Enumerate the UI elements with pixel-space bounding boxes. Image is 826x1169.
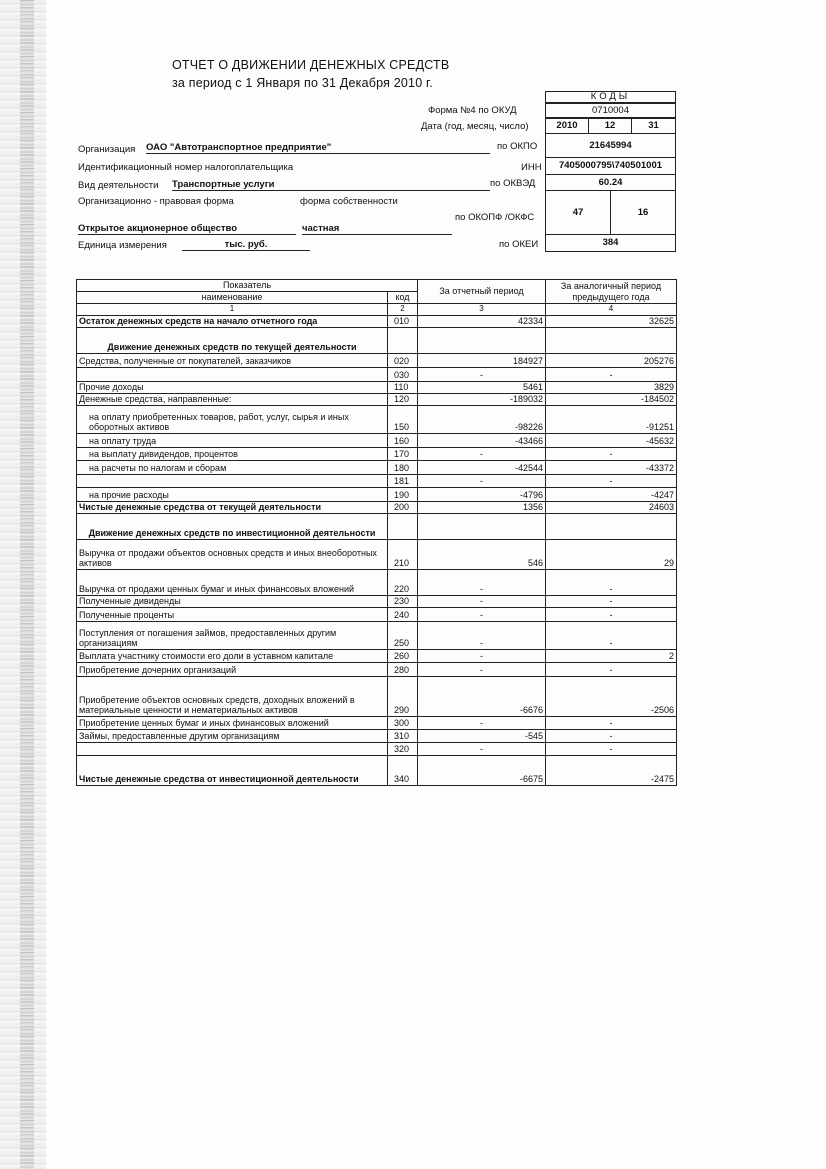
row-name bbox=[77, 742, 388, 755]
table-row bbox=[77, 755, 677, 785]
form-code: 0710004 bbox=[545, 103, 676, 118]
table-row bbox=[77, 621, 677, 649]
row-current: - bbox=[418, 742, 546, 755]
okpo-label: по ОКПО bbox=[497, 141, 538, 152]
row-current: - bbox=[418, 569, 546, 595]
okved-value: 60.24 bbox=[545, 174, 676, 191]
table-row bbox=[77, 353, 677, 367]
row-name: Выручка от продажи объектов основных средств и иных внеоборотных активов bbox=[77, 539, 388, 569]
col-number: 2 bbox=[388, 304, 418, 316]
activity-label: Вид деятельности bbox=[78, 180, 159, 191]
codes-header: КОДЫ bbox=[545, 91, 676, 103]
row-code: 210 bbox=[388, 539, 418, 569]
row-code: 181 bbox=[388, 474, 418, 487]
row-name: на оплату приобретенных товаров, работ, услуг, сырья и иных оборотных активов bbox=[77, 405, 388, 433]
col-number: 4 bbox=[546, 304, 677, 316]
row-previous: - bbox=[546, 662, 677, 676]
row-current: 184927 bbox=[418, 353, 546, 367]
cash-flow-table bbox=[76, 279, 677, 786]
row-previous: -184502 bbox=[546, 393, 677, 405]
row-previous: -91251 bbox=[546, 405, 677, 433]
row-code: 300 bbox=[388, 716, 418, 729]
row-code: 160 bbox=[388, 433, 418, 447]
table-row bbox=[77, 474, 677, 487]
col-indicator-header: Показатель bbox=[77, 280, 418, 292]
row-code: 010 bbox=[388, 315, 418, 327]
row-name: Выплата участнику стоимости его доли в уставном капитале bbox=[77, 649, 388, 662]
row-name: Полученные дивиденды bbox=[77, 595, 388, 607]
date-month: 12 bbox=[588, 118, 632, 134]
row-name bbox=[77, 367, 388, 381]
row-name: Прочие доходы bbox=[77, 381, 388, 393]
row-current: 546 bbox=[418, 539, 546, 569]
row-code: 110 bbox=[388, 381, 418, 393]
row-previous: -2475 bbox=[546, 755, 677, 785]
row-name: на оплату труда bbox=[77, 433, 388, 447]
row-previous: - bbox=[546, 607, 677, 621]
activity-value: Транспортные услуги bbox=[172, 179, 490, 191]
row-previous: - bbox=[546, 474, 677, 487]
row-name: Поступления от погашения займов, предоставленных другим организациям bbox=[77, 621, 388, 649]
row-current: - bbox=[418, 447, 546, 460]
row-name: на прочие расходы bbox=[77, 487, 388, 501]
row-previous: -43372 bbox=[546, 460, 677, 474]
table-row bbox=[77, 662, 677, 676]
col-previous-header: За аналогичный период предыдущего года bbox=[546, 280, 677, 304]
row-previous: -45632 bbox=[546, 433, 677, 447]
org-value: ОАО "Автотранспортное предприятие" bbox=[146, 142, 490, 154]
row-current: - bbox=[418, 716, 546, 729]
row-code: 170 bbox=[388, 447, 418, 460]
table-row bbox=[77, 676, 677, 716]
row-previous: 24603 bbox=[546, 501, 677, 513]
okei-value: 384 bbox=[545, 234, 676, 252]
row-code: 250 bbox=[388, 621, 418, 649]
row-previous: - bbox=[546, 742, 677, 755]
row-current: -6675 bbox=[418, 755, 546, 785]
row-previous: -4247 bbox=[546, 487, 677, 501]
inn-label: ИНН bbox=[521, 162, 542, 173]
row-name bbox=[77, 474, 388, 487]
row-current: -98226 bbox=[418, 405, 546, 433]
row-previous: 32625 bbox=[546, 315, 677, 327]
table-row bbox=[77, 393, 677, 405]
row-previous: -2506 bbox=[546, 676, 677, 716]
report-title: ОТЧЕТ О ДВИЖЕНИИ ДЕНЕЖНЫХ СРЕДСТВ bbox=[172, 58, 450, 72]
row-name: Приобретение ценных бумаг и иных финансовых вложений bbox=[77, 716, 388, 729]
table-row bbox=[77, 327, 677, 353]
row-code: 310 bbox=[388, 729, 418, 742]
table-row bbox=[77, 447, 677, 460]
legal-form-value: Открытое акционерное общество bbox=[78, 223, 296, 235]
table-row bbox=[77, 595, 677, 607]
row-name: на выплату дивидендов, процентов bbox=[77, 447, 388, 460]
row-code: 320 bbox=[388, 742, 418, 755]
row-current: 1356 bbox=[418, 501, 546, 513]
inn-value: 7405000795\740501001 bbox=[545, 157, 676, 175]
row-current: - bbox=[418, 621, 546, 649]
row-current: - bbox=[418, 595, 546, 607]
row-previous: - bbox=[546, 569, 677, 595]
table-row bbox=[77, 433, 677, 447]
row-name: Выручка от продажи ценных бумаг и иных финансовых вложений bbox=[77, 569, 388, 595]
row-name: Денежные средства, направленные: bbox=[77, 393, 388, 405]
row-current: -189032 bbox=[418, 393, 546, 405]
table-row bbox=[77, 649, 677, 662]
row-code: 150 bbox=[388, 405, 418, 433]
okfs-value: 16 bbox=[610, 190, 676, 235]
legal-form-label: Организационно - правовая форма bbox=[78, 196, 234, 207]
row-current: 42334 bbox=[418, 315, 546, 327]
row-code: 290 bbox=[388, 676, 418, 716]
row-code: 340 bbox=[388, 755, 418, 785]
col-name-header: наименование bbox=[77, 292, 388, 304]
row-current: 5461 bbox=[418, 381, 546, 393]
table-row bbox=[77, 729, 677, 742]
table-row bbox=[77, 716, 677, 729]
row-code: 120 bbox=[388, 393, 418, 405]
col-number: 1 bbox=[77, 304, 388, 316]
form-label: Форма №4 по ОКУД bbox=[428, 105, 517, 116]
row-code: 020 bbox=[388, 353, 418, 367]
okpo-value: 21645994 bbox=[545, 133, 676, 158]
table-row bbox=[77, 405, 677, 433]
okopf-label: по ОКОПФ /ОКФС bbox=[455, 212, 535, 223]
row-previous: - bbox=[546, 367, 677, 381]
ownership-value: частная bbox=[302, 223, 452, 235]
unit-label: Единица измерения bbox=[78, 240, 167, 251]
okved-label: по ОКВЭД bbox=[490, 178, 536, 189]
row-code: 200 bbox=[388, 501, 418, 513]
row-code: 280 bbox=[388, 662, 418, 676]
col-current-header: За отчетный период bbox=[418, 280, 546, 304]
section-heading: Движение денежных средств по инвестиционной деятельности bbox=[77, 513, 388, 539]
row-current: - bbox=[418, 367, 546, 381]
table-row bbox=[77, 487, 677, 501]
row-previous: 3829 bbox=[546, 381, 677, 393]
row-previous: - bbox=[546, 595, 677, 607]
row-name: Чистые денежные средства от инвестиционной деятельности bbox=[77, 755, 388, 785]
table-row bbox=[77, 539, 677, 569]
unit-value: тыс. руб. bbox=[182, 239, 310, 251]
row-name: Средства, полученные от покупателей, заказчиков bbox=[77, 353, 388, 367]
row-current: - bbox=[418, 607, 546, 621]
row-previous: 2 bbox=[546, 649, 677, 662]
row-name: Приобретение объектов основных средств, доходных вложений в материальные ценности и нематериальных активов bbox=[77, 676, 388, 716]
section-heading: Движение денежных средств по текущей деятельности bbox=[77, 327, 388, 353]
row-code: 260 bbox=[388, 649, 418, 662]
row-previous: - bbox=[546, 716, 677, 729]
row-name: Полученные проценты bbox=[77, 607, 388, 621]
row-current: -545 bbox=[418, 729, 546, 742]
table-row bbox=[77, 381, 677, 393]
table-row bbox=[77, 569, 677, 595]
row-code: 240 bbox=[388, 607, 418, 621]
row-current: -43466 bbox=[418, 433, 546, 447]
row-code: 230 bbox=[388, 595, 418, 607]
row-name: Приобретение дочерних организаций bbox=[77, 662, 388, 676]
inn-description: Идентификационный номер налогоплательщика bbox=[78, 162, 294, 173]
report-period: за период с 1 Января по 31 Декабря 2010 г. bbox=[172, 76, 433, 90]
row-previous: - bbox=[546, 729, 677, 742]
col-code-header: код bbox=[388, 292, 418, 304]
row-code: 030 bbox=[388, 367, 418, 381]
col-number: 3 bbox=[418, 304, 546, 316]
row-name: Займы, предоставленные другим организациям bbox=[77, 729, 388, 742]
okei-label: по ОКЕИ bbox=[499, 239, 539, 250]
row-previous: - bbox=[546, 621, 677, 649]
ownership-label: форма собственности bbox=[300, 196, 398, 207]
row-previous: 205276 bbox=[546, 353, 677, 367]
row-previous: 29 bbox=[546, 539, 677, 569]
table-row bbox=[77, 742, 677, 755]
row-name: Чистые денежные средства от текущей деятельности bbox=[77, 501, 388, 513]
row-current: -4796 bbox=[418, 487, 546, 501]
row-name: на расчеты по налогам и сборам bbox=[77, 460, 388, 474]
row-previous: - bbox=[546, 447, 677, 460]
table-row bbox=[77, 315, 677, 327]
row-current: - bbox=[418, 474, 546, 487]
row-current: - bbox=[418, 662, 546, 676]
okopf-value: 47 bbox=[545, 190, 611, 235]
row-code: 220 bbox=[388, 569, 418, 595]
table-row bbox=[77, 367, 677, 381]
table-row bbox=[77, 501, 677, 513]
row-current: -42544 bbox=[418, 460, 546, 474]
row-name: Остаток денежных средств на начало отчетного года bbox=[77, 315, 388, 327]
date-day: 31 bbox=[631, 118, 676, 134]
date-year: 2010 bbox=[545, 118, 589, 134]
row-current: - bbox=[418, 649, 546, 662]
table-row bbox=[77, 513, 677, 539]
org-label: Организация bbox=[78, 144, 136, 155]
table-row bbox=[77, 460, 677, 474]
table-row bbox=[77, 607, 677, 621]
row-current: -6676 bbox=[418, 676, 546, 716]
row-code: 190 bbox=[388, 487, 418, 501]
row-code: 180 bbox=[388, 460, 418, 474]
scan-edge-binding bbox=[20, 0, 34, 1169]
date-label: Дата (год, месяц, число) bbox=[421, 121, 529, 132]
